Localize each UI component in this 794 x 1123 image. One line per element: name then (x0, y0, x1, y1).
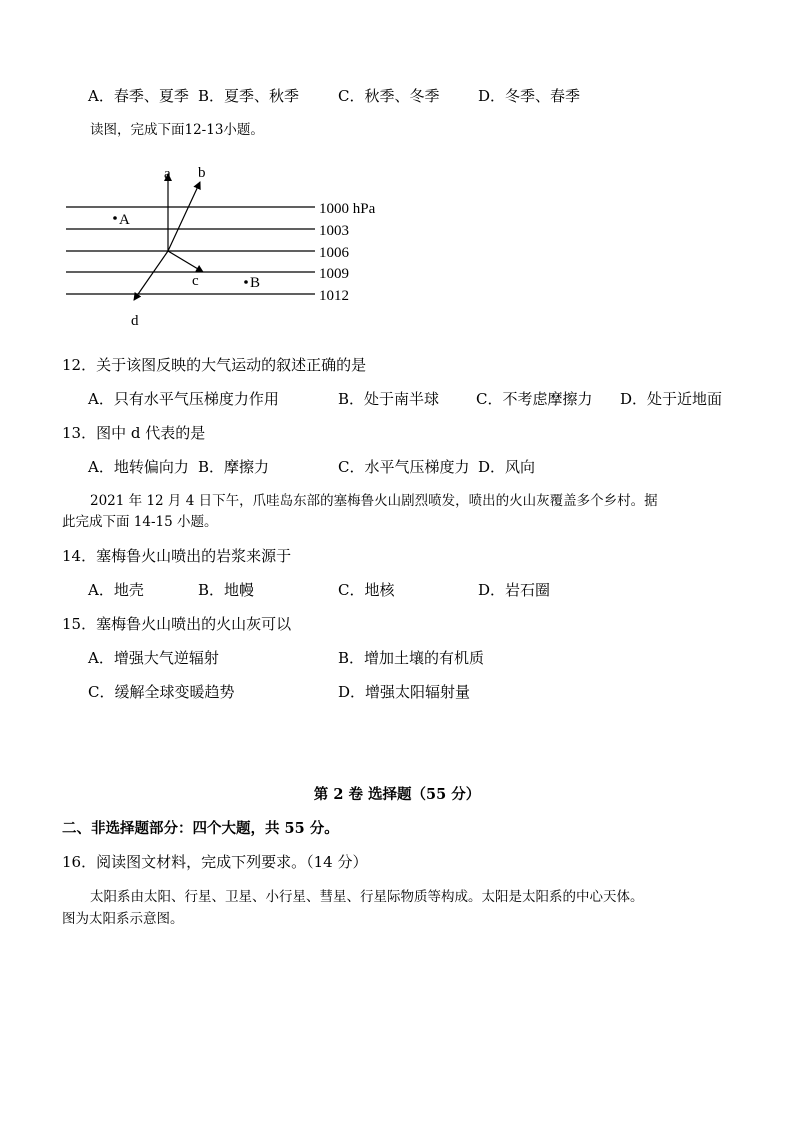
point-label-b: B (250, 275, 261, 291)
point-b-dot (244, 280, 248, 284)
q14-option-b: B．地幔 (198, 581, 255, 599)
q11-option-b: B．夏季、秋季 (198, 87, 300, 105)
isobar-label-1000: 1000 hPa (319, 201, 376, 217)
q13-stem: 13．图中 d 代表的是 (62, 424, 206, 442)
q13-option-c: C．水平气压梯度力 (338, 458, 470, 476)
q16-material-line-1: 太阳系由太阳、行星、卫星、小行星、彗星、行星际物质等构成。太阳是太阳系的中心天体。 (90, 889, 644, 905)
arrow-c (168, 251, 203, 272)
intro-12-13: 读图，完成下面12-13小题。 (90, 122, 264, 138)
q11-option-c: C．秋季、冬季 (338, 87, 440, 105)
q14-stem: 14．塞梅鲁火山喷出的岩浆来源于 (62, 547, 292, 565)
isobar-labels (319, 201, 376, 304)
q14-option-d: D．岩石圈 (478, 581, 551, 599)
q13-option-a: A．地转偏向力 (88, 458, 189, 476)
q14-option-a: A．地壳 (88, 581, 144, 599)
q12-option-d: D．处于近地面 (620, 390, 723, 408)
passage-line-1: 2021 年 12 月 4 日下午，爪哇岛东部的塞梅鲁火山剧烈喷发，喷出的火山灰覆盖多个乡村。据 (90, 493, 658, 509)
q12-option-c: C．不考虑摩擦力 (476, 390, 593, 408)
q16-stem: 16．阅读图文材料，完成下列要求。（14 分） (62, 853, 368, 871)
q15-stem: 15．塞梅鲁火山喷出的火山灰可以 (62, 615, 292, 633)
q15-option-b: B．增加土壤的有机质 (338, 649, 485, 667)
q11-option-a: A．春季、夏季 (88, 87, 189, 105)
point-a-dot (113, 216, 117, 220)
q13-option-b: B．摩擦力 (198, 458, 270, 476)
q14-option-c: C．地核 (338, 581, 395, 599)
arrow-d (134, 251, 168, 300)
isobar-label-1006: 1006 (319, 245, 349, 261)
section2-heading: 二、非选择题部分：四个大题，共 55 分。 (62, 820, 339, 837)
q12-stem: 12．关于该图反映的大气运动的叙述正确的是 (62, 356, 367, 374)
q12-option-b: B．处于南半球 (338, 390, 440, 408)
q15-option-c: C．缓解全球变暖趋势 (88, 683, 235, 701)
passage-line-2: 此完成下面 14-15 小题。 (62, 514, 218, 530)
arrow-label-c: c (192, 273, 199, 289)
q11-option-d: D．冬季、春季 (478, 87, 581, 105)
q15-option-d: D．增强太阳辐射量 (338, 683, 471, 701)
isobar-label-1009: 1009 (319, 266, 349, 282)
arrow-label-d: d (131, 313, 139, 329)
q12-option-a: A．只有水平气压梯度力作用 (88, 390, 279, 408)
isobar-lines (66, 207, 315, 294)
arrow-label-b: b (198, 165, 206, 181)
q16-material-line-2: 图为太阳系示意图。 (62, 911, 184, 927)
part2-title: 第 2 卷 选择题（55 分） (313, 786, 481, 803)
isobar-label-1003: 1003 (319, 223, 349, 239)
q15-option-a: A．增强大气逆辐射 (88, 649, 219, 667)
arrow-b (168, 182, 200, 251)
point-label-a: A (119, 212, 130, 228)
arrow-label-a: a (164, 166, 171, 182)
isobar-diagram (60, 158, 460, 338)
isobar-label-1012: 1012 (319, 288, 349, 304)
q13-option-d: D．风向 (478, 458, 536, 476)
